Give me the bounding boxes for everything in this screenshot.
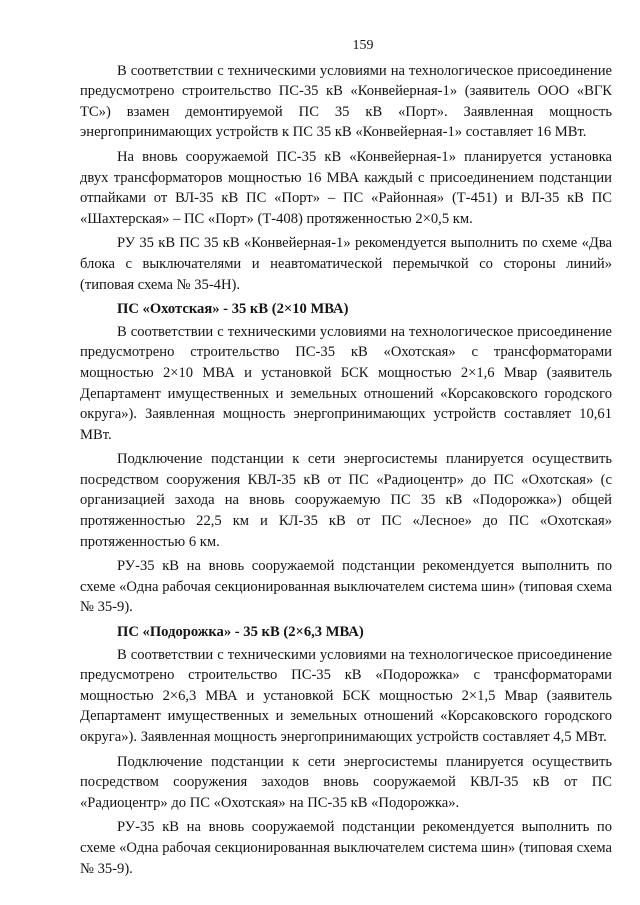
paragraph-okhotskaya-connection: Подключение подстанции к сети энергосистемы планируется осуществить посредством сооружения КВЛ-35 кВ от ПС «Радиоцентр» до ПС «Охотская» (с организацией захода на вновь сооружаемую ПС 35 кВ «Подорожка») общей протяженностью 22,5 км и КЛ-35 кВ от ПС «Лесное» до ПС «Охотская» протяженностью 6 км.: [80, 451, 612, 550]
heading-podorozhka: ПС «Подорожка» - 35 кВ (2×6,3 МВА): [117, 624, 364, 641]
paragraph-okhotskaya-intro: В соответствии с техническими условиями на технологическое присоединение предусмотрено строительство ПС-35 кВ «Охотская» с трансформаторами мощностью 2×10 МВА и установкой БСК мощностью 2×1,6 Мвар (заявитель Департамент имущественных и земельных отношений «Корсаковского городского округа»). Заявленная мощность энергопринимающих устройств составляет 10,61 МВт.: [80, 323, 612, 443]
paragraph-podorozhka-scheme: РУ-35 кВ на вновь сооружаемой подстанции рекомендуется выполнить по схеме «Одна рабочая секционированная выключателем система шин» (типовая схема № 35-9).: [80, 819, 612, 877]
paragraph-konveiernaya-intro: В соответствии с техническими условиями на технологическое присоединение предусмотрено строительство ПС-35 кВ «Конвейерная-1» (заявитель ООО «ВГК ТС») взамен демонтируемой ПС 35 кВ «Порт». Заявленная мощность энергопринимающих устройств к ПС 35 кВ «Конвейерная-1» составляет 16 МВт.: [80, 62, 612, 141]
paragraph-konveiernaya-transformers: На вновь сооружаемой ПС-35 кВ «Конвейерная-1» планируется установка двух трансформаторов мощностью 16 МВА каждый с присоединением подстанции отпайками от ВЛ-35 кВ ПС «Порт» – ПС «Районная» (Т-451) и ВЛ-35 кВ ПС «Шахтерская» – ПС «Порт» (Т-408) протяженностью 2×0,5 км.: [80, 148, 612, 227]
page-number: 159: [352, 38, 374, 53]
paragraph-okhotskaya-scheme: РУ-35 кВ на вновь сооружаемой подстанции рекомендуется выполнить по схеме «Одна рабочая секционированная выключателем система шин» (типовая схема № 35-9).: [80, 558, 612, 616]
paragraph-podorozhka-intro: В соответствии с техническими условиями на технологическое присоединение предусмотрено строительство ПС-35 кВ «Подорожка» с трансформаторами мощностью 2×6,3 МВА и установкой БСК мощностью 2×1,5 Мвар (заявитель Департамент имущественных и земельных отношений «Корсаковского городского округа»). Заявленная мощность энергопринимающих устройств составляет 4,5 МВт.: [80, 646, 612, 745]
paragraph-konveiernaya-scheme: РУ 35 кВ ПС 35 кВ «Конвейерная-1» рекомендуется выполнить по схеме «Два блока с выключателями и неавтоматической перемычкой со стороны линий» (типовая схема № 35-4Н).: [80, 235, 612, 293]
heading-okhotskaya: ПС «Охотская» - 35 кВ (2×10 МВА): [117, 301, 349, 318]
paragraph-podorozhka-connection: Подключение подстанции к сети энергосистемы планируется осуществить посредством сооружения заходов вновь сооружаемой КВЛ-35 кВ от ПС «Радиоцентр» до ПС «Охотская» на ПС-35 кВ «Подорожка».: [80, 753, 612, 811]
